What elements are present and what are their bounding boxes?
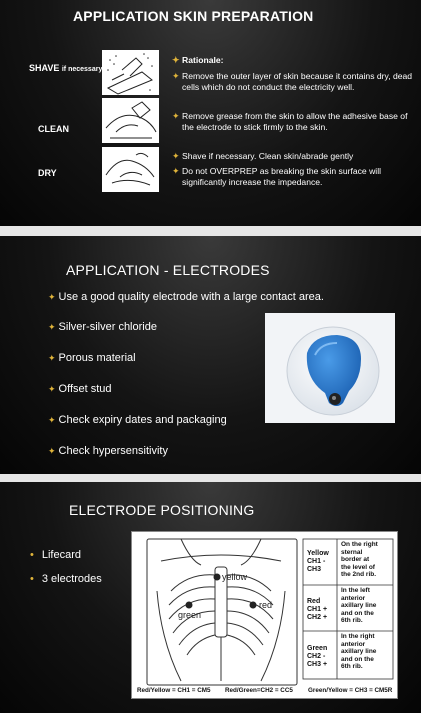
label-yellow: yellow xyxy=(222,572,248,582)
label-shave: SHAVE if necessary xyxy=(29,63,103,73)
bullet-diamond-icon: ✦ xyxy=(172,55,180,65)
label-clean: CLEAN xyxy=(38,124,69,134)
cleaning-illustration xyxy=(102,98,159,143)
bullet-item: ✦ Porous material xyxy=(48,352,136,364)
bullet-item: ✦ Offset stud xyxy=(48,383,112,395)
bullet-diamond-icon: ✦ xyxy=(48,446,56,456)
rationale-heading: ✦ Rationale: xyxy=(172,55,224,65)
label-red: red xyxy=(259,600,273,610)
table-cell-channel: Green CH2 - CH3 + xyxy=(307,645,328,668)
label-dry: DRY xyxy=(38,168,57,178)
shaving-illustration xyxy=(102,50,159,95)
bullet-item: ✦ Remove the outer layer of skin because it contains dry, dead cells which do not conduct the electricity well. xyxy=(172,71,413,92)
bullet-diamond-icon: ✦ xyxy=(48,415,56,425)
bullet-item: ✦ Check expiry dates and packaging xyxy=(48,414,227,426)
slide-title: APPLICATION SKIN PREPARATION xyxy=(73,8,314,24)
bullet-diamond-icon: ✦ xyxy=(48,384,56,394)
bullet-item: ✦ Check hypersensitivity xyxy=(48,445,168,457)
bullet-item: • 3 electrodes xyxy=(30,573,102,585)
figure-caption: Green/Yellow = CH3 = CM5R xyxy=(308,687,393,694)
bullet-dot-icon: • xyxy=(30,573,34,585)
bullet-diamond-icon: ✦ xyxy=(172,71,180,81)
bullet-item: ✦ Silver-silver chloride xyxy=(48,321,157,333)
table-cell-channel: Red CH1 + CH2 + xyxy=(307,598,328,621)
bullet-item: ✦ Use a good quality electrode with a large contact area. xyxy=(48,291,324,303)
electrode-photo xyxy=(265,313,395,423)
bullet-diamond-icon: ✦ xyxy=(48,292,56,302)
slide-electrodes xyxy=(0,236,421,474)
slide-title: ELECTRODE POSITIONING xyxy=(69,502,255,518)
bullet-item: ✦ Shave if necessary. Clean skin/abrade gently xyxy=(172,151,354,161)
bullet-diamond-icon: ✦ xyxy=(172,111,180,121)
bullet-item: ✦ Remove grease from the skin to allow the adhesive base of the electrode to stick firmly to the skin. xyxy=(172,111,408,132)
slide-title: APPLICATION - ELECTRODES xyxy=(66,262,270,278)
yellow-electrode-dot xyxy=(214,574,221,581)
bullet-dot-icon: • xyxy=(30,549,34,561)
table-cell-location: In the left anterior axillary line and on the 6th rib. xyxy=(341,587,377,624)
table-cell-location: On the right sternal border at the level of the 2nd rib. xyxy=(341,541,378,578)
slide-skin-preparation xyxy=(0,0,421,226)
red-electrode-dot xyxy=(250,602,257,609)
bullet-diamond-icon: ✦ xyxy=(172,166,180,176)
drying-illustration xyxy=(102,147,159,192)
green-electrode-dot xyxy=(186,602,193,609)
bullet-item: • Lifecard xyxy=(30,549,81,561)
label-green: green xyxy=(178,610,202,620)
table-cell-location: In the right anterior axillary line and on the 6th rib. xyxy=(341,633,377,670)
bullet-diamond-icon: ✦ xyxy=(172,151,180,161)
figure-caption: Red/Green=CH2 = CC5 xyxy=(225,687,293,694)
bullet-diamond-icon: ✦ xyxy=(48,322,56,332)
bullet-diamond-icon: ✦ xyxy=(48,353,56,363)
bullet-item: ✦ Do not OVERPREP as breaking the skin surface will significantly increase the impedance. xyxy=(172,166,382,187)
table-cell-channel: Yellow CH1 - CH3 xyxy=(307,550,329,573)
figure-caption: Red/Yellow = CH1 = CM5 xyxy=(137,687,211,694)
